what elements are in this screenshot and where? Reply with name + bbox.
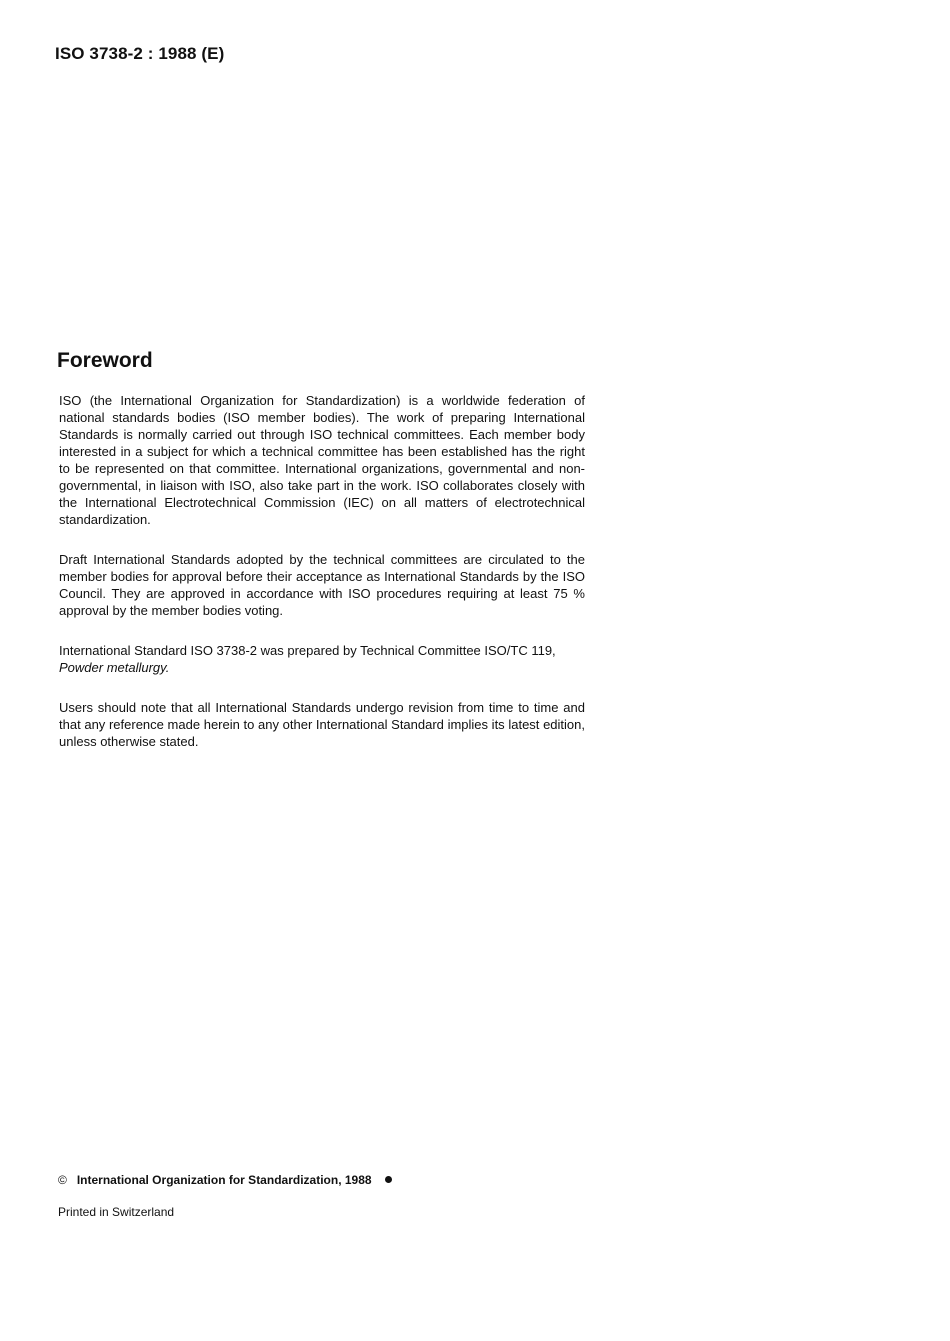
foreword-paragraph-3 (59, 642, 585, 676)
standard-subject-title: Powder metallurgy. (59, 660, 170, 675)
copyright-icon: © (58, 1173, 67, 1187)
foreword-paragraph-2: Draft International Standards adopted by the technical committees are circulated to the member bodies for approval before their acceptance as International Standards by the ISO Council. They are approved in accordance with ISO procedures requiring at least 75 % approval by the member bodies voting. (59, 552, 585, 618)
committee-statement: International Standard ISO 3738-2 was prepared by Technical Committee ISO/TC 119, (59, 643, 556, 658)
printed-in-notice: Printed in Switzerland (58, 1205, 175, 1219)
copyright-notice (58, 1173, 392, 1187)
copyright-text: International Organization for Standardization, 1988 (76, 1173, 372, 1187)
foreword-heading: Foreword (57, 349, 153, 372)
foreword-paragraph-4: Users should note that all International Standards undergo revision from time to time and that any reference made herein to any other International Standard implies its latest edition, unless otherwise stated. (59, 700, 585, 749)
bullet-dot-icon (385, 1176, 392, 1183)
foreword-paragraph-1: ISO (the International Organization for Standardization) is a worldwide federation of national standards bodies (ISO member bodies). The work of preparing International Standards is normally carried out through ISO technical committees. Each member body interested in a subject for which a technical committee has been established has the right to be represented on that committee. International organizations, governmental and non-governmental, in liaison with ISO, also take part in the work. ISO collaborates closely with the International Electrotechnical Commission (IEC) on all matters of electrotechnical standardization. (59, 393, 585, 527)
document-number-header: ISO 3738-2 : 1988 (E) (55, 44, 225, 63)
